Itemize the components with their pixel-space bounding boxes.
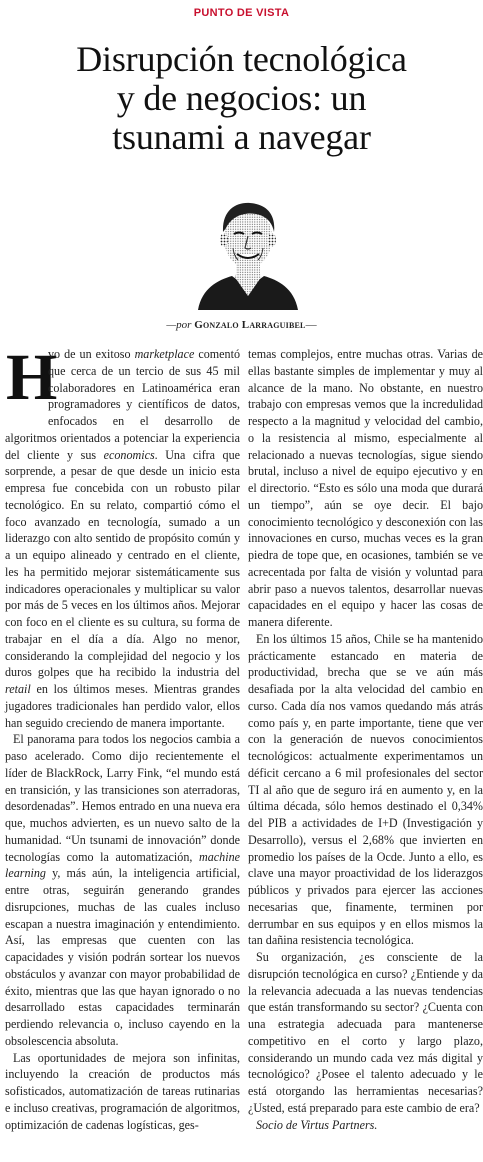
p1-seg-5: retail	[5, 682, 31, 696]
column-left	[5, 341, 241, 1133]
p2-seg-0: El panorama para todos los negocios cambia a paso acelerado. Como dijo recientemente el líder de BlackRock, Larry Fink, “el mundo está en transición, y las transiciones son aterradoras, desordenadas”. Hemos entrado en una nueva era que, muchos advierten, es un nuevo salto de la humanidad. “Un tsunami de innovación” donde tecnologías como la automatización,	[5, 732, 240, 864]
paragraph-6: Su organización, ¿es consciente de la disrupción tecnológica en curso? ¿Entiende y da la relevancia adecuada a las nuevas tendencias que están transformando su sector? ¿Cuenta con una estrategia adecuada para mantenerse competitivo en el corto y largo plazo, considerando un mundo cada vez más digital y tecnológico? ¿Posee el talento adecuado y le está otorgando las herramientas necesarias? ¿Usted, está preparado para este cambio de era?	[248, 950, 483, 1115]
p1-seg-1: marketplace	[134, 347, 195, 361]
signoff: Socio de Virtus Partners.	[256, 1117, 378, 1132]
byline	[0, 319, 483, 331]
p1-seg-3: economics	[103, 447, 155, 462]
byline-suffix: —	[305, 319, 317, 331]
headline-line-1: Disrupción tecnológica	[76, 39, 407, 79]
paragraph-2	[5, 731, 240, 1049]
author-name: Gonzalo Larraguibel	[194, 319, 306, 331]
paragraph-5: En los últimos 15 años, Chile se ha mantenido prácticamente estancado en materia de productividad, brecha que se ve aún más desafiada por la alta velocidad del cambio en curso. Cada día nos vamos quedando más atrás como país y, en parte importante, tiene que ver con la generación de nuevos conocimientos tecnológicos: actualmente experimentamos un déficit cercano a 6 mil profesionales del sector TI al año que de seguro irá en aumento y, en la última década, sólo hemos destinado el 0,34% del PIB a actividades de I+D (Investigación y Desarrollo), versus el 2,68% que invierten en promedio los países de la Ocde. Junto a ello, es clave una mayor proactividad de los liderazgos públicos y privados para ejercer las acciones necesarias que, finamente, terminen por derrumbar en sus equipos y en ellos mismos la tan dañina resistencia tecnológica.	[248, 631, 483, 948]
p1-seg-6: en los últimos meses. Mientras grandes jugadores tradicionales han perdido valor, ellos han seguido creciendo de manera importante.	[5, 682, 240, 730]
headline	[0, 40, 483, 157]
drop-cap: H	[6, 341, 58, 414]
paragraph-1	[5, 341, 241, 731]
p1-seg-0: vo de un exitoso	[48, 347, 135, 361]
section-label: PUNTO DE VISTA	[193, 7, 290, 19]
p1-seg-4: . Una cifra que sorprende, a pesar de que desde un inicio esta empresa fue concebida con un robusto pilar tecnológico. En su relato, compartió cómo el foco avanzado en tecnología, sumado a un liderazgo con alto sentido de propósito común y a un equipo alineado y centrado en el cliente, les ha permitido mejorar sistemáticamente sus indicadores operacionales y multiplicar su valor por más de 5 veces en los últimos años. Mejorar con foco en el cliente es su cultura, su forma de trabajar en el día a día. Algo no menor, considerando la complejidad del negocio y los duros golpes que ha recibido la industria del	[5, 447, 241, 680]
p1-seg-2: comentó que cerca de un tercio de sus 45 mil colaboradores en Latinoamérica eran programadores y científicos de datos, enfocados en el desarrollo de algoritmos orientados a potenciar la experiencia del cliente y sus	[5, 347, 240, 462]
headline-line-2: y de negocios: un	[116, 78, 367, 118]
byline-prefix: —por	[166, 319, 192, 331]
p2-seg-2: y, más aún, la inteligencia artificial, entre otras, seguirán generando grandes disrupciones, muchas de las cuales incluso escapan a nuestra imaginación y entendimiento. Así, las empresas que cuenten con las capacidades y visión podrán sortear los nuevos obstáculos y avanzar con mayor probabilidad de éxito, mientras que las que hayan ignorado o no desarrollado estas capacidades terminarán perdiendo relevancia o, incluso cayendo en la obsolescencia absoluta.	[5, 866, 240, 1048]
p2-seg-1: machine learning	[5, 849, 240, 881]
author-portrait	[196, 192, 300, 310]
column-right	[248, 346, 483, 1133]
paragraph-4: temas complejos, entre muchas otras. Varias de ellas bastante simples de implementar y muy al alcance de la mano. No obstante, en nuestro trabajo con empresas vemos que la incredulidad respecto a la magnitud y velocidad del cambio, o la resistencia al mismo, especialmente al relacionado a nuevas tecnologías, sigue siendo brutal, incluso a nivel de equipo ejecutivo y en el directorio. “Esto es sólo una moda que durará un tiempo”, aún se oye decir. El bajo conocimiento tecnológico y desconexión con las innovaciones en curso, muchas veces es la gran piedra de tope que, en ocasiones, también se ve acrecentada por falta de visión y voluntad para abrir paso a nuevos talentos, desarrollar nuevas capacidades en el equipo y hacer las cosas de manera diferente.	[248, 347, 483, 629]
headline-line-3: tsunami a navegar	[112, 117, 371, 157]
paragraph-3: Las oportunidades de mejora son infinitas, incluyendo la creación de productos más sofisticados, automatización de tareas rutinarias e incluso creativas, programación de algoritmos, optimización de cadenas logísticas, ges-	[5, 1050, 240, 1132]
